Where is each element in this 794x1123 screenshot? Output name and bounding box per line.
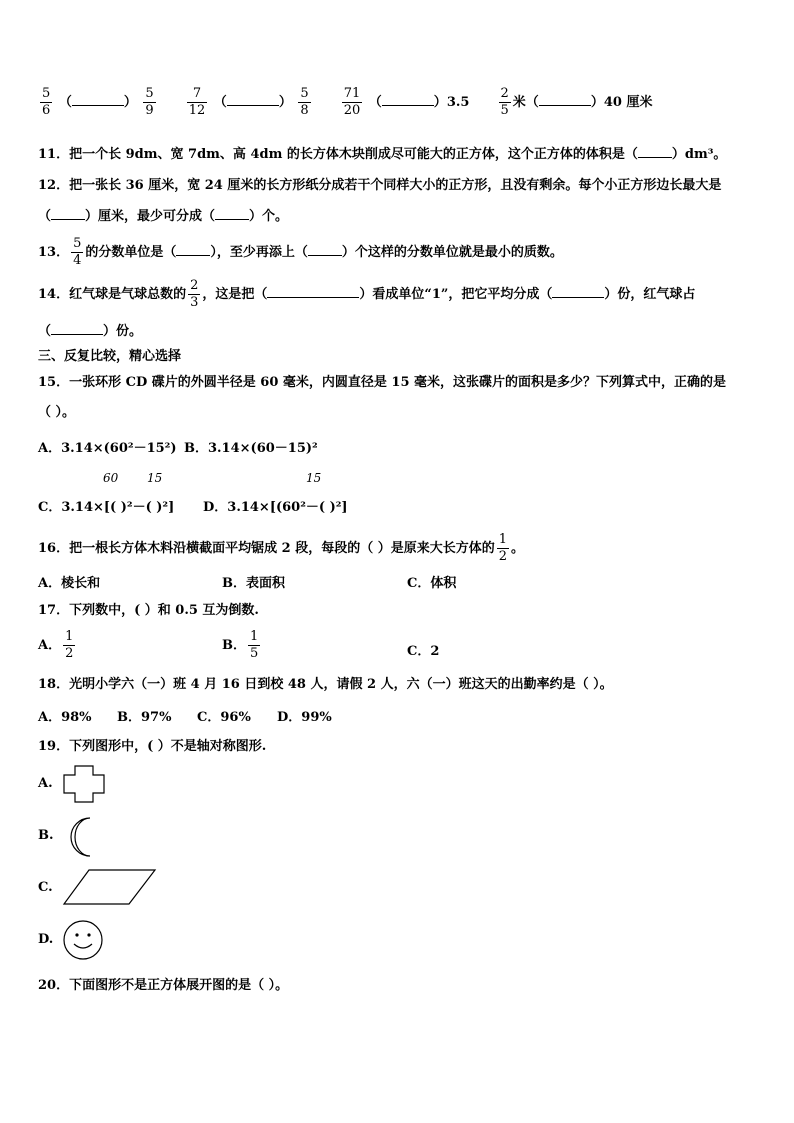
answer-blank[interactable]: [308, 243, 342, 256]
fraction: $\frac{5}{4}$: [73, 236, 82, 268]
q15-option-c[interactable]: C．3.14×[( )²－( )²]: [38, 500, 175, 515]
question-12-line1: 12．把一张长 36 厘米，宽 24 厘米的长方形纸分成若干个同样大小的正方形，且没有剩余。每个小正方形边长最大是: [38, 178, 722, 193]
q17-option-a[interactable]: A． $\frac{1}{2}$: [38, 629, 74, 661]
q15-d-numerator-15: 15: [306, 471, 322, 485]
answer-blank[interactable]: [267, 285, 359, 298]
question-12-line2: （ ）厘米，最少可分成（ ）个。: [38, 209, 289, 224]
q18-option-a[interactable]: A．98%: [38, 710, 92, 725]
q16-option-c[interactable]: C．体积: [407, 576, 457, 591]
fraction: $\frac{7}{12}$: [188, 86, 206, 118]
q15-option-a[interactable]: A．3.14×(60²－15²): [38, 441, 177, 456]
answer-blank[interactable]: [539, 93, 591, 106]
fraction: $\frac{1}{2}$: [498, 532, 507, 564]
q19-option-d-label[interactable]: D.: [38, 932, 54, 947]
crescent-moon-icon: [62, 816, 94, 858]
answer-blank[interactable]: [227, 93, 279, 106]
smiley-face-icon: [63, 920, 103, 960]
answer-blank[interactable]: [638, 145, 672, 158]
question-13: 13． $\frac{5}{4}$ 的分数单位是（ ），至少再添上（ ）个这样的分数单位就是最小的质数。: [38, 236, 563, 268]
answer-blank[interactable]: [51, 322, 103, 335]
fraction: $\frac{71}{20}$: [343, 86, 361, 118]
question-17: 17．下列数中，( ）和 0.5 互为倒数.: [38, 603, 259, 618]
fraction: $\frac{5}{8}$: [300, 86, 309, 118]
question-14-line1: 14．红气球是气球总数的 $\frac{2}{3}$ ，这是把（ ）看成单位“1”，把它平均分成（ ）份，红气球占: [38, 278, 696, 310]
fraction: $\frac{2}{5}$: [500, 86, 509, 118]
q15-option-b[interactable]: B．3.14×(60－15)²: [184, 441, 318, 456]
question-20: 20．下面图形不是正方体展开图的是（ ）。: [38, 978, 289, 993]
question-15-line1: 15．一张环形 CD 碟片的外圆半径是 60 毫米，内圆直径是 15 毫米，这张碟片的面积是多少？下列算式中，正确的是: [38, 375, 727, 390]
q16-option-a[interactable]: A．棱长和: [38, 576, 101, 591]
q15-c-numerator-15: 15: [147, 471, 163, 485]
answer-blank[interactable]: [51, 207, 85, 220]
fraction: $\frac{5}{6}$: [42, 86, 51, 118]
answer-blank[interactable]: [215, 207, 249, 220]
section-heading: 三、反复比较，精心选择: [38, 349, 182, 364]
q10-row: $\frac{5}{6}$ （ ） $\frac{5}{9}$ $\frac{7}{12}$ （ ） $\frac{5}{8}$ $\frac{71}{20}$ （ ）3.5 $\frac{2}{5}$ 米（ ）40 厘米: [42, 86, 653, 118]
q15-c-numerator-60: 60: [103, 471, 119, 485]
question-15-line2: （ ）。: [38, 405, 76, 420]
answer-blank[interactable]: [382, 93, 434, 106]
question-16: 16．把一根长方体木料沿横截面平均锯成 2 段，每段的（ ）是原来大长方体的 $\frac{1}{2}$ 。: [38, 532, 525, 564]
q18-option-c[interactable]: C．96%: [197, 710, 251, 725]
question-18: 18．光明小学六（一）班 4 月 16 日到校 48 人，请假 2 人，六（一）班这天的出勤率约是（ ）。: [38, 677, 613, 692]
q19-option-a-label[interactable]: A.: [38, 776, 53, 791]
fraction: $\frac{1}{5}$: [250, 629, 259, 661]
fraction: $\frac{1}{2}$: [65, 629, 74, 661]
q18-option-b[interactable]: B．97%: [117, 710, 172, 725]
fraction: $\frac{5}{9}$: [145, 86, 154, 118]
q17-option-c[interactable]: C．2: [407, 644, 440, 659]
parallelogram-icon: [63, 869, 157, 905]
q17-option-b[interactable]: B． $\frac{1}{5}$: [222, 629, 259, 661]
fraction: $\frac{2}{3}$: [190, 278, 199, 310]
answer-blank[interactable]: [176, 243, 210, 256]
answer-blank[interactable]: [72, 93, 124, 106]
q19-option-c-label[interactable]: C.: [38, 880, 53, 895]
q15-option-d[interactable]: D．3.14×[(60²－( )²]: [203, 500, 348, 515]
answer-blank[interactable]: [552, 285, 604, 298]
q19-option-b-label[interactable]: B.: [38, 828, 54, 843]
question-19: 19．下列图形中，( ）不是轴对称图形.: [38, 739, 267, 754]
q18-option-d[interactable]: D．99%: [277, 710, 332, 725]
question-11: 11．把一个长 9dm、宽 7dm、高 4dm 的长方体木块削成尽可能大的正方体，这个正方体的体积是（ ）dm³。: [38, 147, 727, 162]
question-14-line2: （ ）份。: [38, 324, 143, 339]
q16-option-b[interactable]: B．表面积: [222, 576, 285, 591]
cross-shape-icon: [63, 765, 105, 803]
